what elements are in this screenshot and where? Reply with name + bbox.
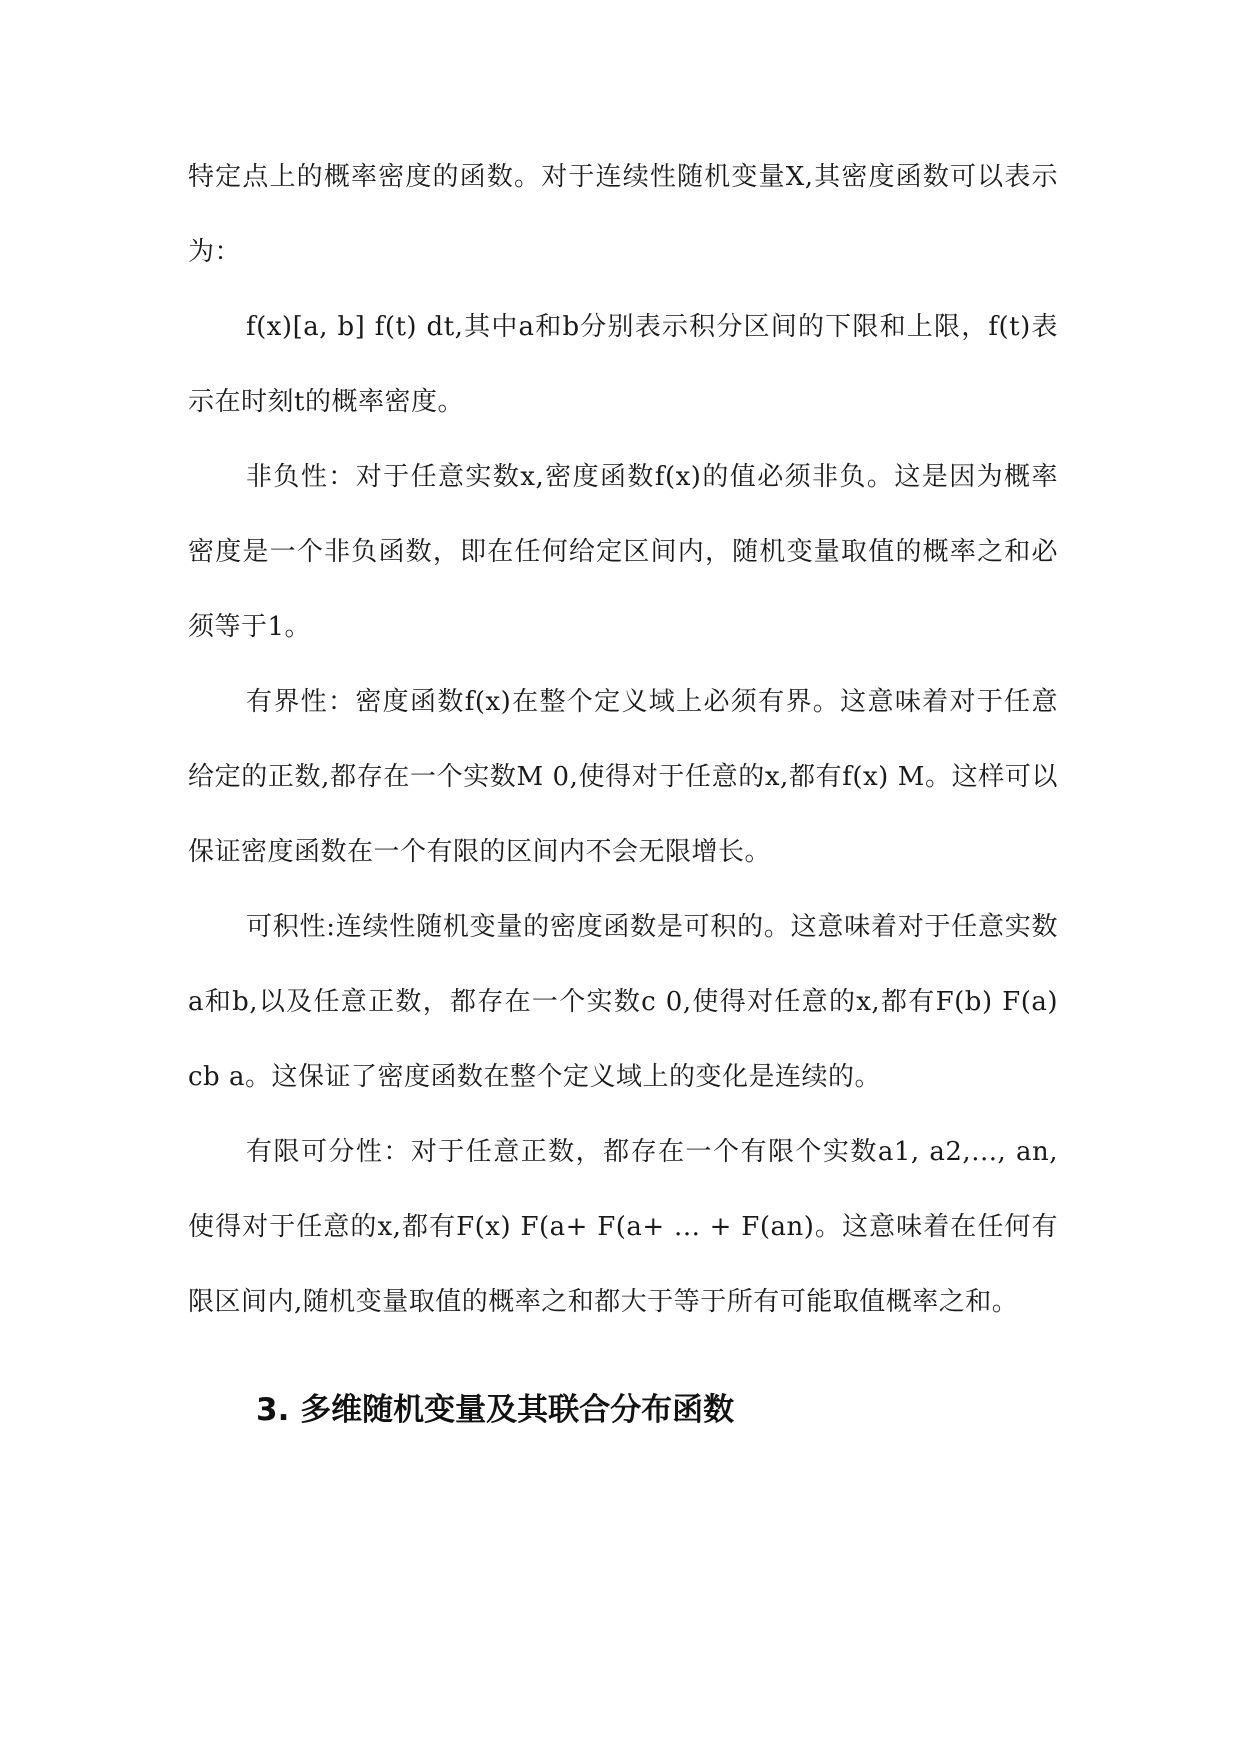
paragraph-finite-divisibility: 有限可分性：对于任意正数，都存在一个有限个实数a1, a2,..., an,使得对于任意的x,都有F(x) F(a+ F(a+ ... + F(an)。这意味着在任何有限区间内,随机变量取值的概率之和都大于等于所有可能取值概率之和。 [188, 1137, 1058, 1317]
paragraph-formula: f(x)[a, b] f(t) dt,其中a和b分别表示积分区间的下限和上限，f(t)表示在时刻t的概率密度。 [188, 312, 1058, 417]
section-heading: 3. 多维随机变量及其联合分布函数 [256, 1392, 735, 1428]
paragraph-boundedness: 有界性：密度函数f(x)在整个定义域上必须有界。这意味着对于任意给定的正数,都存在一个实数M 0,使得对于任意的x,都有f(x) M。这样可以保证密度函数在一个有限的区间内不会无限增长。 [188, 687, 1058, 867]
document-body [188, 140, 1058, 1440]
paragraph-integrability: 可积性:连续性随机变量的密度函数是可积的。这意味着对于任意实数a和b,以及任意正数，都存在一个实数c 0,使得对任意的x,都有F(b) F(a) cb a。这保证了密度函数在整个定义域上的变化是连续的。 [188, 912, 1058, 1092]
paragraph-continuation: 特定点上的概率密度的函数。对于连续性随机变量X,其密度函数可以表示为： [188, 162, 1058, 267]
paragraph-non-negativity: 非负性：对于任意实数x,密度函数f(x)的值必须非负。这是因为概率密度是一个非负函数，即在任何给定区间内，随机变量取值的概率之和必须等于1。 [188, 462, 1058, 642]
